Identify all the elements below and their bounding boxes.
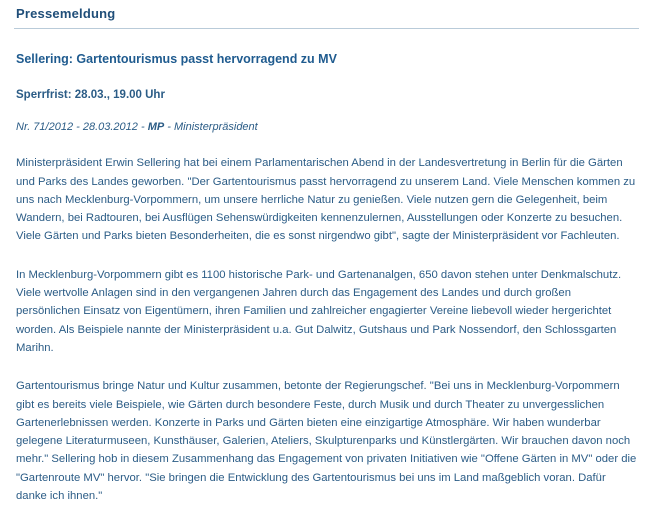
article-paragraph: Ministerpräsident Erwin Sellering hat bei einem Parlamentarischen Abend in der Landesvertretung in Berlin für die Gärten und Parks des Landes geworben. "Der Gartentourismus passt hervorragend zu unserem Land. Viele Menschen kommen zu uns nach Mecklenburg-Vorpommern, um unsere herrliche Natur zu genießen. Viele nutzen gern die Gelegenheit, beim Wandern, bei Radtouren, bei Ausflügen Sehenswürdigkeiten kennenzulernen, Ausstellungen oder Konzerte zu besuchen. Viele Gärten und Parks bieten Besonderheiten, die es sonst nirgendwo gibt", sagte der Ministerpräsident vor Fachleuten.	[16, 157, 636, 243]
meta-department-name: Ministerpräsident	[173, 121, 258, 134]
page-title: Pressemeldung	[16, 6, 116, 21]
embargo-notice: Sperrfrist: 28.03., 19.00 Uhr	[16, 89, 165, 102]
meta-number-date: Nr. 71/2012 - 28.03.2012 -	[16, 121, 148, 134]
page-header	[14, 0, 639, 29]
article-paragraph: Gartentourismus bringe Natur und Kultur zusammen, betonte der Regierungschef. "Bei uns in Mecklenburg-Vorpommern gibt es bereits viele Beispiele, wie Gärten durch besondere Feste, durch Musik und durch Theater zu unvergesslichen Gartenerlebnissen werden. Konzerte in Parks und Gärten bieten eine einzigartige Atmosphäre. Wir haben wunderbar gelegene Literaturmuseen, Kunsthäuser, Galerien, Ateliers, Skulpturenparks und Künstlergärten. Wir brauchen davon noch mehr." Sellering hob in diesem Zusammenhang das Engagement von privaten Initiativen wie "Offene Gärten in MV" oder die "Gartenroute MV" hervor. "Sie bringen die Entwicklung des Gartentourismus bei uns im Land maßgeblich voran. Dafür danke ich ihnen."	[16, 380, 637, 502]
article-content	[14, 51, 639, 505]
meta-department-abbr: MP	[147, 121, 165, 134]
article-paragraph: In Mecklenburg-Vorpommern gibt es 1100 historische Park- und Gartenanalgen, 650 davon stehen unter Denkmalschutz. Viele wertvolle Anlagen sind in den vergangenen Jahren durch das Engagement des Landes und durch großen persönlichen Einsatz von Eigentümern, ihren Familien und zahlreicher engagierter Vereine liebevoll wieder hergerichtet worden. Als Beispiele nannte der Ministerpräsident u.a. Gut Dalwitz, Gutshaus und Park Nossendorf, den Schlossgarten Marihn.	[16, 268, 622, 354]
meta-separator: -	[164, 121, 174, 134]
article-meta	[16, 121, 637, 133]
article-headline: Sellering: Gartentourismus passt hervorragend zu MV	[16, 52, 337, 66]
